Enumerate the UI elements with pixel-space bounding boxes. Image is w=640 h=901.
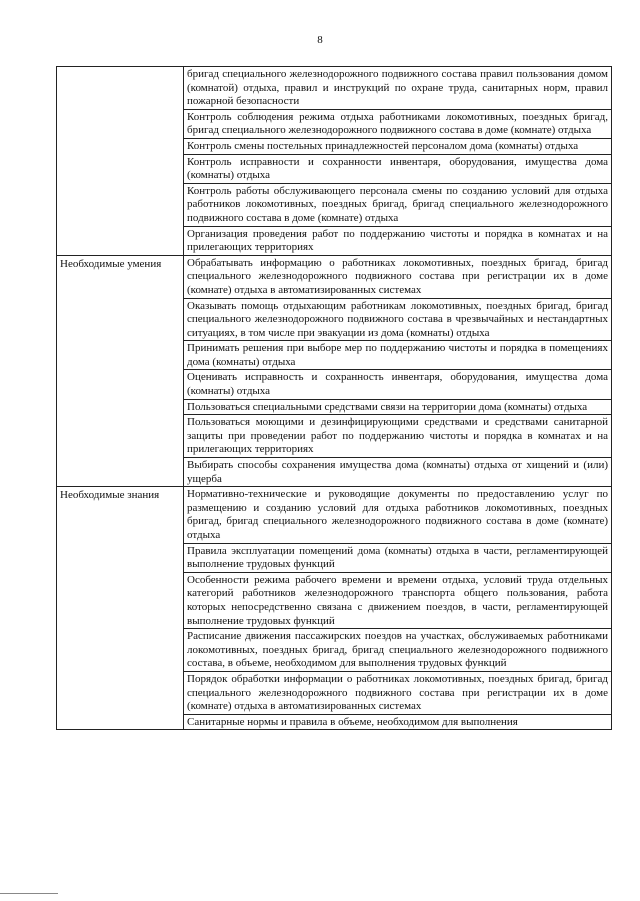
table-cell: Санитарные нормы и правила в объеме, необходимом для выполнения bbox=[184, 714, 612, 730]
table-cell: Принимать решения при выборе мер по поддержанию чистоты и порядка в помещениях дома (комнаты) отдыха bbox=[184, 341, 612, 370]
table-cell: Нормативно-технические и руководящие документы по предоставлению услуг по размещению и созданию условий для отдыха работников локомотивных, поездных бригад, бригад специального железнодорожного подвижного состава в доме (комнате) отдыха bbox=[184, 487, 612, 543]
table-cell: Пользоваться моющими и дезинфицирующими средствами и средствами санитарной защиты при проведении работ по поддержанию чистоты и порядка в комнатах и на прилегающих территориях bbox=[184, 415, 612, 458]
table-cell: Обрабатывать информацию о работниках локомотивных, поездных бригад, бригад специального железнодорожного подвижного состава при регистрации их в доме (комнате) отдыха в автоматизированных системах bbox=[184, 255, 612, 298]
table-cell: Контроль исправности и сохранности инвентаря, оборудования, имущества дома (комнаты) отдыха bbox=[184, 154, 612, 183]
table-cell: Контроль соблюдения режима отдыха работниками локомотивных, поездных бригад, бригад специального железнодорожного подвижного состава в доме (комнате) отдыха bbox=[184, 109, 612, 138]
row-label bbox=[57, 67, 184, 256]
page-number: 8 bbox=[317, 34, 323, 46]
table-row bbox=[57, 487, 612, 543]
table-row bbox=[57, 255, 612, 298]
table-cell: Оказывать помощь отдыхающим работникам локомотивных, поездных бригад, бригад специального железнодорожного подвижного состава в чрезвычайных и нестандартных ситуациях, в том числе при эвакуации из дома (комнаты) отдыха bbox=[184, 298, 612, 341]
table-cell: Контроль смены постельных принадлежностей персоналом дома (комнаты) отдыха bbox=[184, 138, 612, 154]
table-cell: Особенности режима рабочего времени и времени отдыха, условий труда отдельных категорий работников железнодорожного транспорта общего пользования, работа которых непосредственно связана с движением поездов, в части, регламентирующей выполнение трудовых функций bbox=[184, 572, 612, 628]
table-cell: бригад специального железнодорожного подвижного состава правил пользования домом (комнатой) отдыха, правил и инструкций по охране труда, санитарных норм, правил пожарной безопасности bbox=[184, 67, 612, 110]
table-cell: Расписание движения пассажирских поездов на участках, обслуживаемых работниками локомотивных, поездных бригад, бригад специального железнодорожного подвижного состава, в объеме, необходимом для выполнения трудовых функций bbox=[184, 629, 612, 672]
table-cell: Выбирать способы сохранения имущества дома (комнаты) отдыха от хищений и (или) ущерба bbox=[184, 458, 612, 487]
table-cell: Контроль работы обслуживающего персонала смены по созданию условий для отдыха работников локомотивных, поездных бригад, бригад специального железнодорожного подвижного состава в доме (комнате) отдыха bbox=[184, 183, 612, 226]
row-label-skills: Необходимые умения bbox=[57, 255, 184, 487]
row-label-knowledge: Необходимые знания bbox=[57, 487, 184, 730]
table-cell: Порядок обработки информации о работниках локомотивных, поездных бригад, бригад специального железнодорожного подвижного состава при регистрации их в доме (комнате) отдыха в автоматизированных системах bbox=[184, 671, 612, 714]
table-cell: Правила эксплуатации помещений дома (комнаты) отдыха в части, регламентирующей выполнение трудовых функций bbox=[184, 543, 612, 572]
table-cell: Оценивать исправность и сохранность инвентаря, оборудования, имущества дома (комнаты) отдыха bbox=[184, 370, 612, 399]
table-cell: Пользоваться специальными средствами связи на территории дома (комнаты) отдыха bbox=[184, 399, 612, 415]
competency-table bbox=[56, 66, 612, 730]
footer-rule bbox=[0, 893, 58, 894]
table-row bbox=[57, 67, 612, 110]
table-cell: Организация проведения работ по поддержанию чистоты и порядка в комнатах и на прилегающих территориях bbox=[184, 226, 612, 255]
